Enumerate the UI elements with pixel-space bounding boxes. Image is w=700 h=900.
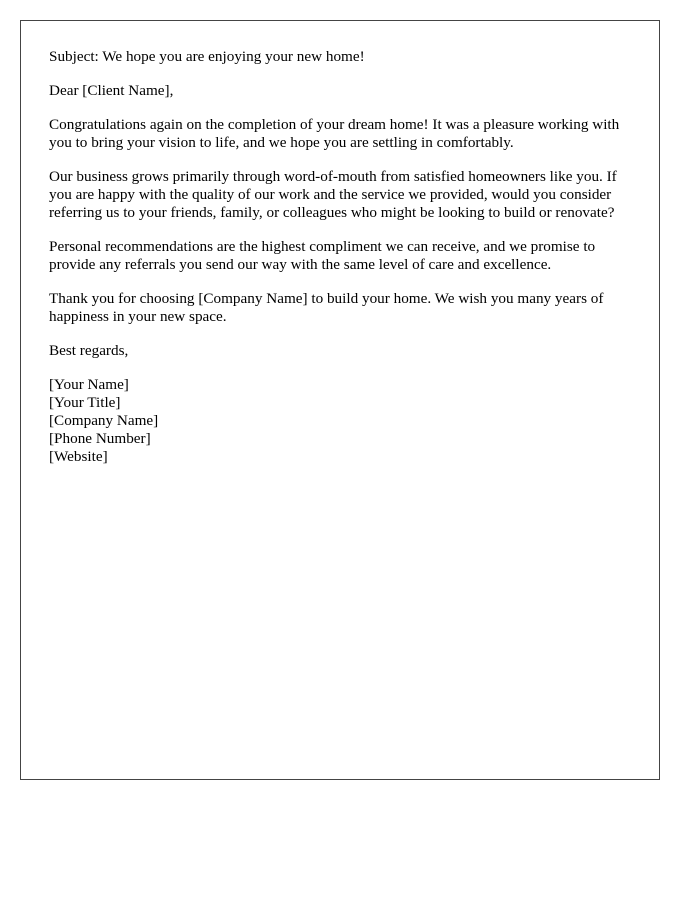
signature-website: [Website] [49,448,108,465]
letter-body [49,48,639,482]
signature-name: [Your Name] [49,376,129,393]
signature-title: [Your Title] [49,394,121,411]
letter-greeting: Dear [Client Name], [49,82,174,99]
letter-closing: Best regards, [49,342,129,359]
letter-frame [20,20,660,780]
signature-phone: [Phone Number] [49,430,151,447]
signature-company: [Company Name] [49,412,159,429]
letter-paragraph-recommendations: Personal recommendations are the highest compliment we can receive, and we promise to provide any referrals you send our way with the same level of care and excellence. [49,238,596,273]
letter-subject: Subject: We hope you are enjoying your new home! [49,48,365,65]
letter-paragraph-congratulations: Congratulations again on the completion of your dream home! It was a pleasure working with you to bring your vision to life, and we hope you are settling in comfortably. [49,116,620,151]
letter-paragraph-referral-request: Our business grows primarily through word-of-mouth from satisfied homeowners like you. If you are happy with the quality of our work and the service we provided, would you consider referring us to your friends, family, or colleagues who might be looking to build or renovate? [49,168,617,221]
letter-paragraph-thank-you: Thank you for choosing [Company Name] to build your home. We wish you many years of happiness in your new space. [49,290,604,325]
signature-block [49,376,639,466]
